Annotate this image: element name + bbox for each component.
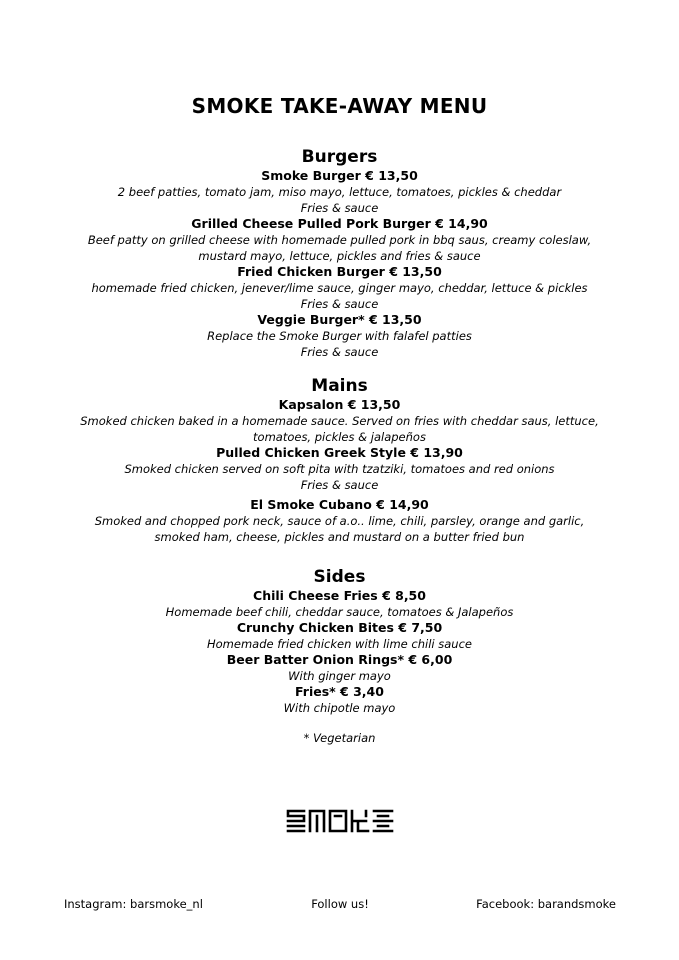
- facebook-link[interactable]: Facebook: barandsmoke: [476, 897, 616, 911]
- item-description: Replace the Smoke Burger with falafel patties: [207, 329, 472, 343]
- item-description: Homemade fried chicken with lime chili sauce: [206, 637, 472, 651]
- menu-item: [0, 497, 679, 545]
- section-heading: Sides: [313, 567, 366, 587]
- menu-item: [0, 264, 679, 312]
- menu-item: [0, 312, 679, 360]
- item-name: Grilled Cheese Pulled Pork Burger € 14,90: [191, 216, 488, 231]
- item-name: Kapsalon € 13,50: [278, 397, 401, 412]
- item-name: Fried Chicken Burger € 13,50: [237, 264, 442, 279]
- menu-item: [0, 216, 679, 264]
- item-description: With chipotle mayo: [283, 701, 396, 715]
- section-heading: Mains: [311, 376, 368, 396]
- section-heading: Burgers: [301, 147, 378, 167]
- vegetarian-note: * Vegetarian: [303, 731, 376, 745]
- item-description: Fries & sauce: [300, 201, 379, 215]
- smoke-logo-icon: [286, 808, 394, 834]
- item-description: tomatoes, pickles & jalapeños: [253, 430, 426, 444]
- item-name: El Smoke Cubano € 14,90: [250, 497, 429, 512]
- section-burgers: [0, 146, 679, 360]
- item-name: Smoke Burger € 13,50: [261, 168, 418, 183]
- item-description: Smoked chicken served on soft pita with tzatziki, tomatoes and red onions: [124, 462, 555, 476]
- item-name: Crunchy Chicken Bites € 7,50: [236, 620, 443, 635]
- section-sides: [0, 566, 679, 716]
- menu-item: [0, 588, 679, 620]
- menu-item: [0, 620, 679, 652]
- item-name: Beer Batter Onion Rings* € 6,00: [226, 652, 453, 667]
- item-description: Beef patty on grilled cheese with homemade pulled pork in bbq saus, creamy coleslaw,: [87, 233, 592, 247]
- item-description: homemade fried chicken, jenever/lime sauce, ginger mayo, cheddar, lettuce & pickles: [91, 281, 588, 295]
- menu-item: [0, 397, 679, 445]
- menu-item: [0, 652, 679, 684]
- item-description: smoked ham, cheese, pickles and mustard on a butter fried bun: [154, 530, 525, 544]
- item-description: Fries & sauce: [300, 478, 379, 492]
- item-name: Chili Cheese Fries € 8,50: [253, 588, 426, 603]
- item-description: mustard mayo, lettuce, pickles and fries & sauce: [198, 249, 481, 263]
- item-description: Fries & sauce: [300, 297, 379, 311]
- page-title: SMOKE TAKE-AWAY MENU: [191, 94, 488, 118]
- instagram-link[interactable]: Instagram: barsmoke_nl: [64, 897, 203, 911]
- item-name: Fries* € 3,40: [295, 684, 384, 699]
- footer: [64, 897, 616, 913]
- menu-item: [0, 445, 679, 493]
- item-description: 2 beef patties, tomato jam, miso mayo, lettuce, tomatoes, pickles & cheddar: [117, 185, 562, 199]
- item-description: Homemade beef chili, cheddar sauce, tomatoes & Jalapeños: [165, 605, 514, 619]
- menu-item: [0, 168, 679, 216]
- follow-us-text: Follow us!: [311, 897, 369, 911]
- menu-item: [0, 684, 679, 716]
- section-mains: [0, 375, 679, 545]
- item-description: Smoked chicken baked in a homemade sauce. Served on fries with cheddar saus, lettuce,: [80, 414, 599, 428]
- item-name: Veggie Burger* € 13,50: [257, 312, 422, 327]
- item-description: With ginger mayo: [288, 669, 391, 683]
- item-description: Smoked and chopped pork neck, sauce of a.o.. lime, chili, parsley, orange and garlic,: [94, 514, 585, 528]
- item-description: Fries & sauce: [300, 345, 379, 359]
- item-name: Pulled Chicken Greek Style € 13,90: [216, 445, 463, 460]
